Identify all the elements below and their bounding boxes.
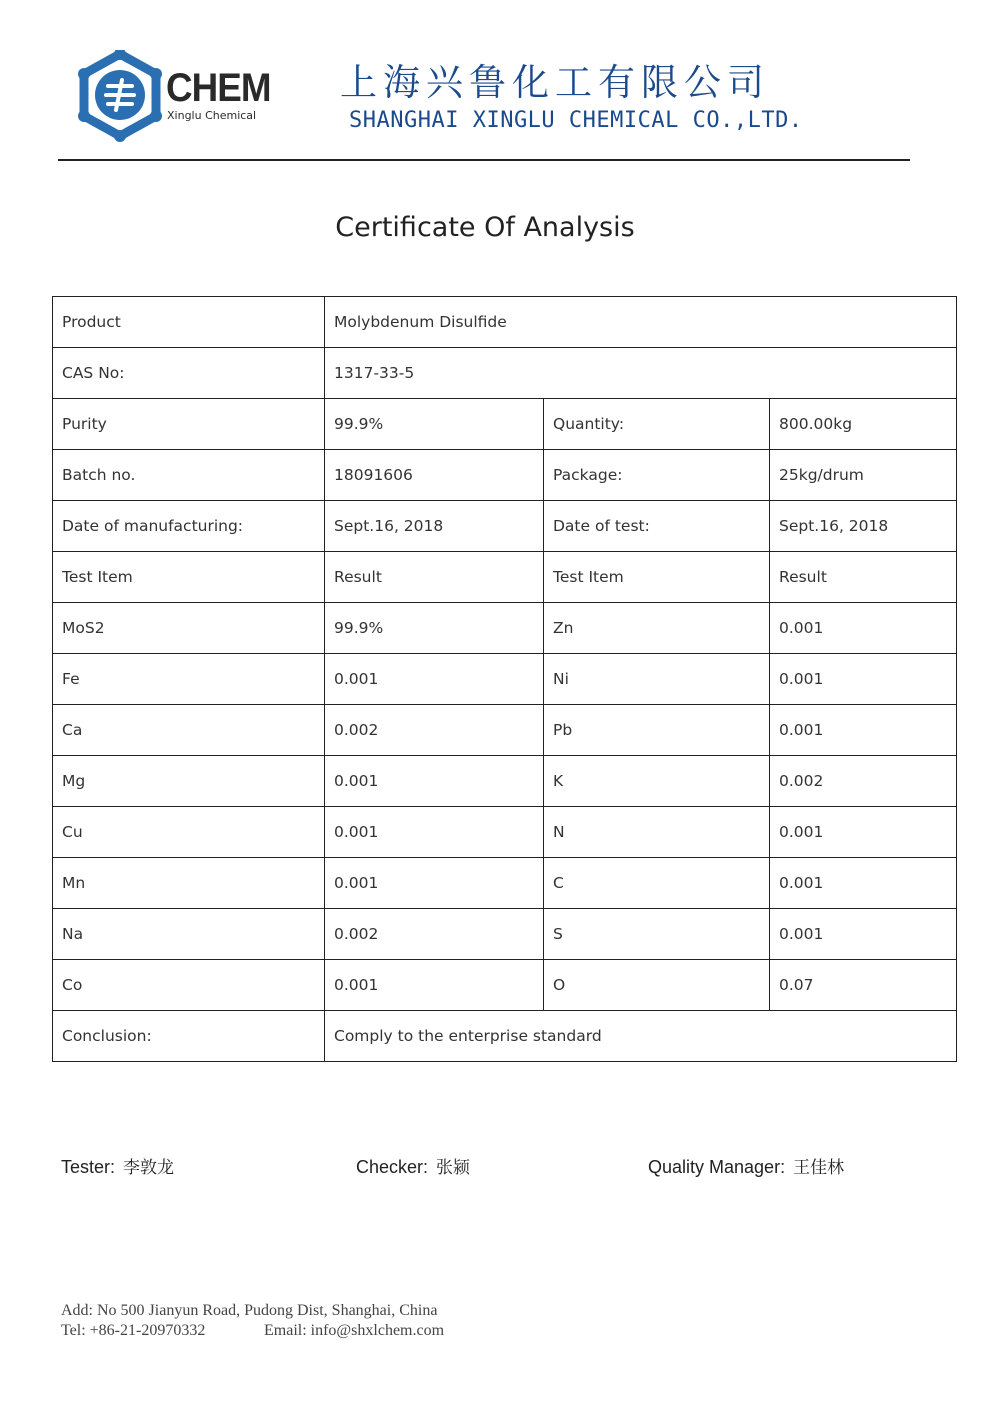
manager-name: 王佳林 — [793, 1158, 845, 1178]
test-result: 0.001 — [770, 705, 957, 756]
package-value: 25kg/drum — [770, 450, 957, 501]
test-result: 0.001 — [325, 654, 544, 705]
test-item: S — [544, 909, 770, 960]
column-header-result-2: Result — [770, 552, 957, 603]
table-row — [53, 960, 957, 1011]
manager-label: Quality Manager: — [648, 1157, 786, 1177]
table-row — [53, 756, 957, 807]
test-result: 0.07 — [770, 960, 957, 1011]
table-row — [53, 909, 957, 960]
test-item: Na — [53, 909, 325, 960]
table-row-purity — [53, 399, 957, 450]
logo-subtitle: Xinglu Chemical — [167, 109, 257, 122]
test-item: Pb — [544, 705, 770, 756]
test-item: Zn — [544, 603, 770, 654]
test-result: 0.001 — [325, 807, 544, 858]
hexagon-logo-icon — [78, 50, 173, 145]
column-header-test-item: Test Item — [53, 552, 325, 603]
test-item: Mn — [53, 858, 325, 909]
checker-name: 张颍 — [436, 1158, 471, 1178]
table-row — [53, 807, 957, 858]
table-row-batch — [53, 450, 957, 501]
table-row-cas — [53, 348, 957, 399]
footer-tel: Tel: +86-21-20970332 — [61, 1322, 206, 1339]
cas-label: CAS No: — [53, 348, 325, 399]
test-item: Mg — [53, 756, 325, 807]
purity-value: 99.9% — [325, 399, 544, 450]
cas-value: 1317-33-5 — [325, 348, 957, 399]
quantity-label: Quantity: — [544, 399, 770, 450]
test-result: 0.001 — [770, 909, 957, 960]
tester-name: 李敦龙 — [123, 1158, 175, 1178]
quality-manager-signature — [648, 1153, 844, 1178]
table-row-dates — [53, 501, 957, 552]
test-item: Ca — [53, 705, 325, 756]
mfg-date-label: Date of manufacturing: — [53, 501, 325, 552]
checker-label: Checker: — [356, 1157, 429, 1177]
test-result: 99.9% — [325, 603, 544, 654]
purity-label: Purity — [53, 399, 325, 450]
footer-address: Add: No 500 Jianyun Road, Pudong Dist, Shanghai, China — [61, 1302, 438, 1319]
test-result: 0.002 — [770, 756, 957, 807]
logo-wordmark: CHEM — [166, 66, 271, 110]
company-name-chinese: 上海兴鲁化工有限公司 — [340, 61, 770, 104]
mfg-date-value: Sept.16, 2018 — [325, 501, 544, 552]
table-row-product — [53, 297, 957, 348]
company-name-english: SHANGHAI XINGLU CHEMICAL CO.,LTD. — [349, 108, 803, 133]
test-item: Ni — [544, 654, 770, 705]
table-row — [53, 858, 957, 909]
test-result: 0.001 — [770, 807, 957, 858]
analysis-table — [52, 296, 957, 1062]
product-label: Product — [53, 297, 325, 348]
test-date-label: Date of test: — [544, 501, 770, 552]
quantity-value: 800.00kg — [770, 399, 957, 450]
test-date-value: Sept.16, 2018 — [770, 501, 957, 552]
test-result: 0.001 — [325, 858, 544, 909]
test-result: 0.002 — [325, 909, 544, 960]
checker-signature — [356, 1153, 470, 1178]
table-row-results-header — [53, 552, 957, 603]
test-result: 0.001 — [770, 654, 957, 705]
tester-signature — [61, 1153, 174, 1178]
test-result: 0.001 — [325, 756, 544, 807]
test-item: K — [544, 756, 770, 807]
test-item: Fe — [53, 654, 325, 705]
test-item: Co — [53, 960, 325, 1011]
column-header-test-item-2: Test Item — [544, 552, 770, 603]
test-item: C — [544, 858, 770, 909]
test-item: N — [544, 807, 770, 858]
conclusion-label: Conclusion: — [53, 1011, 325, 1062]
footer-email: Email: info@shxlchem.com — [264, 1322, 445, 1339]
tester-label: Tester: — [61, 1157, 116, 1177]
document-title: Certificate Of Analysis — [335, 212, 635, 243]
table-row — [53, 705, 957, 756]
table-row-conclusion — [53, 1011, 957, 1062]
header-divider — [58, 159, 910, 161]
batch-label: Batch no. — [53, 450, 325, 501]
test-item: Cu — [53, 807, 325, 858]
test-result: 0.002 — [325, 705, 544, 756]
conclusion-value: Comply to the enterprise standard — [325, 1011, 957, 1062]
column-header-result: Result — [325, 552, 544, 603]
test-item: MoS2 — [53, 603, 325, 654]
product-value: Molybdenum Disulfide — [325, 297, 957, 348]
test-item: O — [544, 960, 770, 1011]
batch-value: 18091606 — [325, 450, 544, 501]
test-result: 0.001 — [770, 603, 957, 654]
package-label: Package: — [544, 450, 770, 501]
test-result: 0.001 — [325, 960, 544, 1011]
table-row — [53, 603, 957, 654]
test-result: 0.001 — [770, 858, 957, 909]
table-row — [53, 654, 957, 705]
